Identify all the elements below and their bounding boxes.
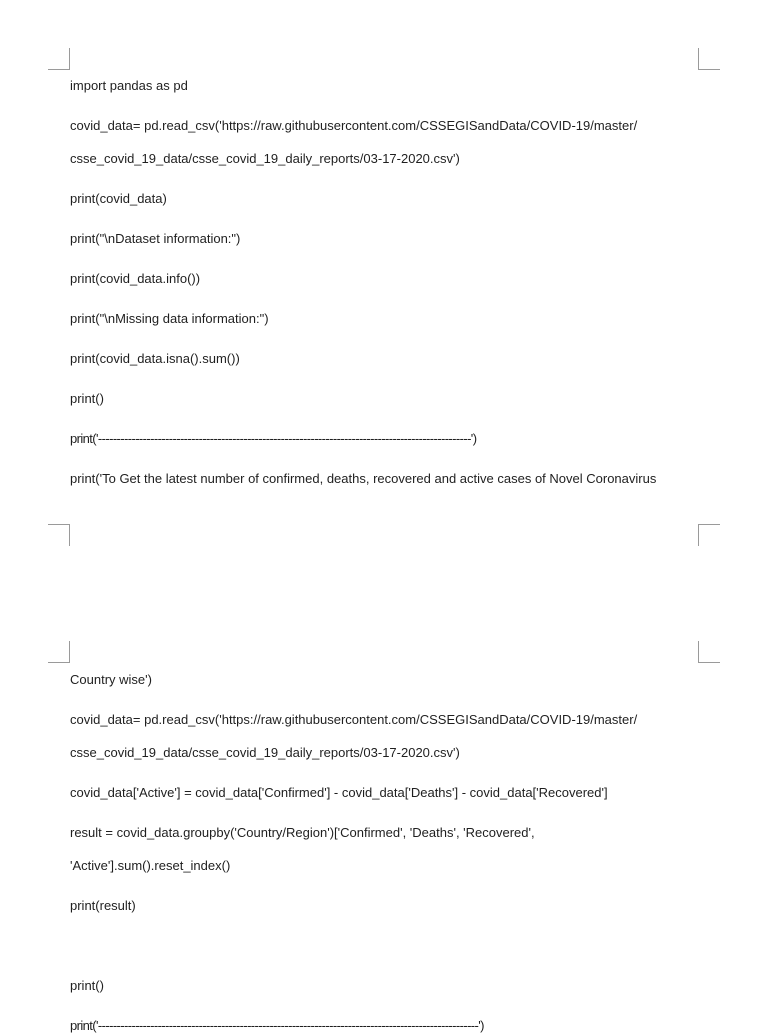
code-line: print('To Get the latest number of confirmed, deaths, recovered and active cases of Novel Coronavirus — [70, 471, 657, 486]
page1-top-right-margin-mark — [698, 48, 720, 70]
code-line: csse_covid_19_data/csse_covid_19_daily_reports/03-17-2020.csv') — [70, 745, 460, 760]
code-line: print() — [70, 391, 104, 406]
code-line: print(covid_data.info()) — [70, 271, 201, 286]
code-line: print(covid_data) — [70, 191, 167, 206]
page2-top-right-margin-mark — [698, 641, 720, 663]
page1-top-left-margin-mark — [48, 48, 70, 70]
code-line: print(covid_data.isna().sum()) — [70, 351, 240, 366]
code-line: covid_data= pd.read_csv('https://raw.githubusercontent.com/CSSEGISandData/COVID-19/master/ — [70, 712, 638, 727]
code-line: import pandas as pd — [70, 78, 188, 93]
code-line: print("\nMissing data information:") — [70, 311, 269, 326]
code-line: print('------------------------------------------------------------------------------------------------------') — [70, 1018, 484, 1033]
code-line: print("\nDataset information:") — [70, 231, 241, 246]
code-line: print('----------------------------------------------------------------------------------------------------') — [70, 431, 477, 446]
code-line: result = covid_data.groupby('Country/Region')['Confirmed', 'Deaths', 'Recovered', — [70, 825, 535, 840]
code-line: 'Active'].sum().reset_index() — [70, 858, 231, 873]
code-line: print(result) — [70, 898, 136, 913]
code-line: print() — [70, 978, 104, 993]
code-line: csse_covid_19_data/csse_covid_19_daily_reports/03-17-2020.csv') — [70, 151, 460, 166]
page2-top-left-margin-mark — [48, 641, 70, 663]
code-line: covid_data['Active'] = covid_data['Confirmed'] - covid_data['Deaths'] - covid_data['Recovered'] — [70, 785, 608, 800]
page1-bottom-right-margin-mark — [698, 524, 720, 546]
page1-bottom-left-margin-mark — [48, 524, 70, 546]
code-line: covid_data= pd.read_csv('https://raw.githubusercontent.com/CSSEGISandData/COVID-19/master/ — [70, 118, 638, 133]
code-line: Country wise') — [70, 672, 152, 687]
